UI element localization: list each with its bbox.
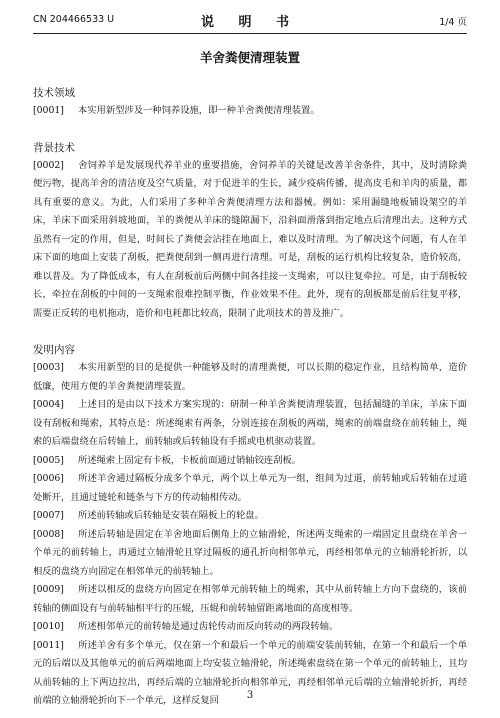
paragraph-number: [0004] bbox=[33, 399, 64, 410]
paragraph-text: 所述羊舍有多个单元，仅在第一个和最后一个单元的前端安装前转轴，在第一个和最后一个单元的后端以及其他单元的前后两端地面上均安装立轴滑轮，所述绳索盘绕在第一个单元的前转轴上，且均从前转轴的上下两边拉出，再经后端的立轴滑轮折向相邻单元，再经相邻单元后端的立轴滑轮折折，再经前端的立轴滑轮折向下一个单元，这样反复回 bbox=[33, 639, 467, 706]
paragraph-text: 本实用新型的目的是提供一种能够及时的清理粪便，可以长期的稳定作业，且结构简单，造价低廉，使用方便的羊舍粪便清理装置。 bbox=[33, 362, 467, 392]
paragraph-number: [0002] bbox=[33, 159, 64, 171]
paragraph-0001 bbox=[33, 102, 467, 121]
section-heading-background: 背景技术 bbox=[33, 141, 75, 154]
header-rule bbox=[33, 33, 467, 34]
paragraph-0003 bbox=[33, 359, 467, 396]
paragraph-0005 bbox=[33, 452, 467, 471]
document-type: 说 明 书 bbox=[200, 15, 300, 30]
page-number: 3 bbox=[246, 690, 254, 701]
paragraph-number: [0005] bbox=[33, 454, 64, 466]
paragraph-text: 所述前转轴或后转轴是安装在隔板上的轮盘。 bbox=[77, 510, 264, 521]
paragraph-number: [0008] bbox=[33, 528, 64, 540]
page-info: 1/4 页 bbox=[439, 17, 467, 28]
section-heading-technical-field: 技术领域 bbox=[33, 87, 75, 99]
section-heading-summary: 发明内容 bbox=[33, 344, 75, 356]
paragraph-text: 所述绳索上固定有卡板，卡板前面通过销轴铰连刮板。 bbox=[77, 454, 302, 466]
paragraph-number: [0011] bbox=[33, 639, 64, 651]
document-body bbox=[33, 48, 467, 711]
paragraph-0002 bbox=[33, 157, 467, 324]
paragraph-number: [0007] bbox=[33, 510, 64, 521]
paragraph-text: 所述后转轴是固定在羊舍地面后侧角上的立轴滑轮，所述两支绳索的一端固定且盘绕在羊舍一个单元的前转轴上，再通过立轴滑轮且穿过隔板的通孔折向相邻单元，再经相邻单元的立轴滑轮折折，以相反的盘绕方向固定在相邻单元的前转轴上。 bbox=[33, 528, 467, 577]
paragraph-text: 所述羊舍通过隔板分成多个单元，两个以上单元为一组，组间为过道，前转轴或后转轴在过道处断开，且通过链轮和链条与下方的传动轴相传动。 bbox=[33, 473, 467, 503]
patent-number: CN 204466533 U bbox=[33, 14, 115, 25]
paragraph-number: [0001] bbox=[33, 105, 64, 116]
paragraph-0007 bbox=[33, 507, 467, 526]
paragraph-0006 bbox=[33, 470, 467, 507]
paragraph-text: 上述目的是由以下技术方案实现的：研制一种羊舍粪便清理装置，包括漏缝的羊床，羊床下面设有刮板和绳索，其特点是：所述绳索有两条，分别连接在刮板的两端，绳索的前端盘绕在前转轴上，绳索的后端盘绕在后转轴上，前转轴或后转轴设有手摇或电机驱动装置。 bbox=[33, 399, 467, 447]
page-header bbox=[33, 11, 467, 29]
document-title: 羊舍粪便清理装置 bbox=[199, 50, 300, 65]
paragraph-text: 本实用新型涉及一种饲养设施，即一种羊舍粪便清理装置。 bbox=[77, 105, 320, 116]
paragraph-0009 bbox=[33, 581, 467, 618]
paragraph-0008 bbox=[33, 526, 467, 582]
paragraph-text: 所述相邻单元的前转轴是通过齿轮传动而反向转动的两段转轴。 bbox=[77, 621, 339, 632]
paragraph-number: [0010] bbox=[33, 621, 64, 632]
paragraph-text: 舍饲养羊是发展现代养羊业的重要措施，舍饲养羊的关键是改善羊舍条件，其中，及时清除粪便污物，提高羊舍的清洁度及空气质量，对于促进羊的生长，减少疫病传播，提高皮毛和羊肉的质量，都具有重要的意义。为此，人们采用了多种羊舍粪便清理方法和器械。例如：采用漏缝地板铺设架空的羊床，羊床下面采用斜坡地面，羊的粪便从羊床的缝隙漏下，沿斜面滑落到指定地点后清理出去。这种方式虽然有一定的作用，但是，时间长了粪便会沾挂在地面上，难以及时清理。为了解决这个问题，有人在羊床下面的地面上安装了刮板，把粪便刮到一侧再进行清理。可是，刮板的运行机构比较复杂，造价较高，难以普及。为了降低成本，有人在刮板前后两侧中间各挂接一支绳索，可以往复牵拉。可是，由于刮板较长，牵拉在刮板的中间的一支绳索很难控制平衡，作业效果不佳。此外，现有的刮板都是前后往复平移，需要正反转的电机拖动，造价和电耗都比较高，限制了此项技术的普及推广。 bbox=[33, 159, 467, 319]
paragraph-number: [0006] bbox=[33, 473, 64, 484]
paragraph-number: [0003] bbox=[33, 362, 64, 373]
paragraph-0004 bbox=[33, 396, 467, 452]
paragraph-text: 所述以相反的盘绕方向固定在相邻单元前转轴上的绳索，其中从前转轴上方向下盘绕的，该前转轴的侧面设有与前转轴相平行的压辊，压辊和前转轴留距离地面的高度相等。 bbox=[33, 584, 467, 614]
paragraph-0010 bbox=[33, 618, 467, 637]
paragraph-number: [0009] bbox=[33, 584, 64, 595]
